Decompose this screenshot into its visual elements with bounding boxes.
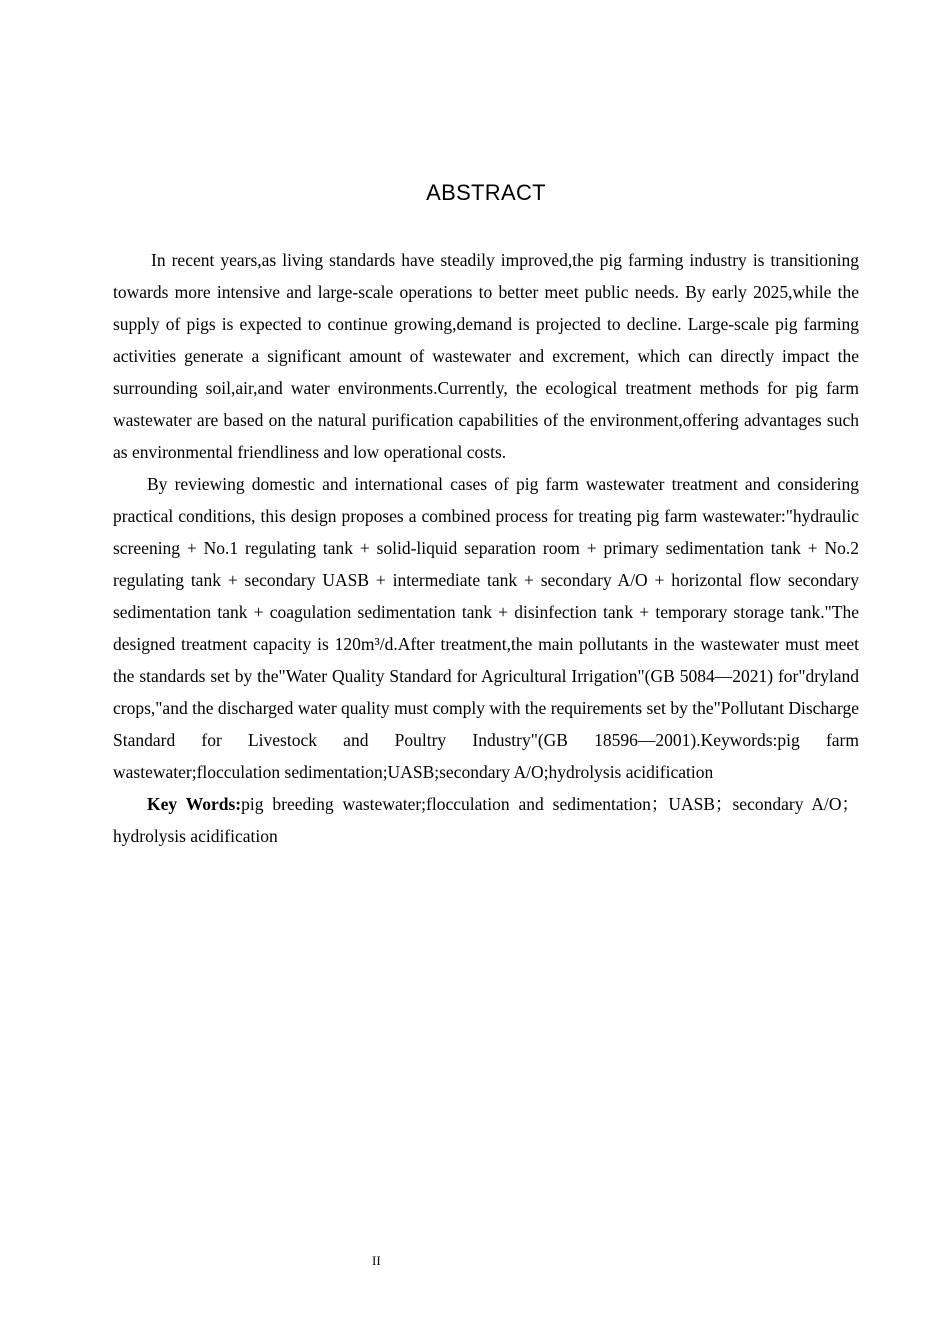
keywords-text: pig breeding wastewater;flocculation and sedimentation；UASB；secondary A/O；hydrolysis acidification xyxy=(113,794,859,846)
page-title: ABSTRACT xyxy=(426,180,546,205)
keywords-label: Key Words: xyxy=(147,794,242,814)
abstract-body xyxy=(113,244,859,852)
abstract-paragraph-2: By reviewing domestic and international cases of pig farm wastewater treatment and considering practical conditions, this design proposes a combined process for treating pig farm wastewater:"hydraulic screening + No.1 regulating tank + solid-liquid separation room + primary sedimentation tank + No.2 regulating tank + secondary UASB + intermediate tank + secondary A/O + horizontal flow secondary sedimentation tank + coagulation sedimentation tank + disinfection tank + temporary storage tank."The designed treatment capacity is 120m³/d.After treatment,the main pollutants in the wastewater must meet the standards set by the"Water Quality Standard for Agricultural Irrigation"(GB 5084—2021) for"dryland crops,"and the discharged water quality must comply with the requirements set by the"Pollutant Discharge Standard for Livestock and Poultry Industry"(GB 18596—2001).Keywords:pig farm wastewater;flocculation sedimentation;UASB;secondary A/O;hydrolysis acidification xyxy=(113,474,859,782)
page-number: II xyxy=(372,1253,381,1268)
keywords-paragraph xyxy=(113,788,859,852)
abstract-paragraph-1: In recent years,as living standards have steadily improved,the pig farming industry is transitioning towards more intensive and large-scale operations to better meet public needs. By early 2025,while the supply of pigs is expected to continue growing,demand is projected to decline. Large-scale pig farming activities generate a significant amount of wastewater and excrement, which can directly impact the surrounding soil,air,and water environments.Currently, the ecological treatment methods for pig farm wastewater are based on the natural purification capabilities of the environment,offering advantages such as environmental friendliness and low operational costs. xyxy=(113,250,859,462)
